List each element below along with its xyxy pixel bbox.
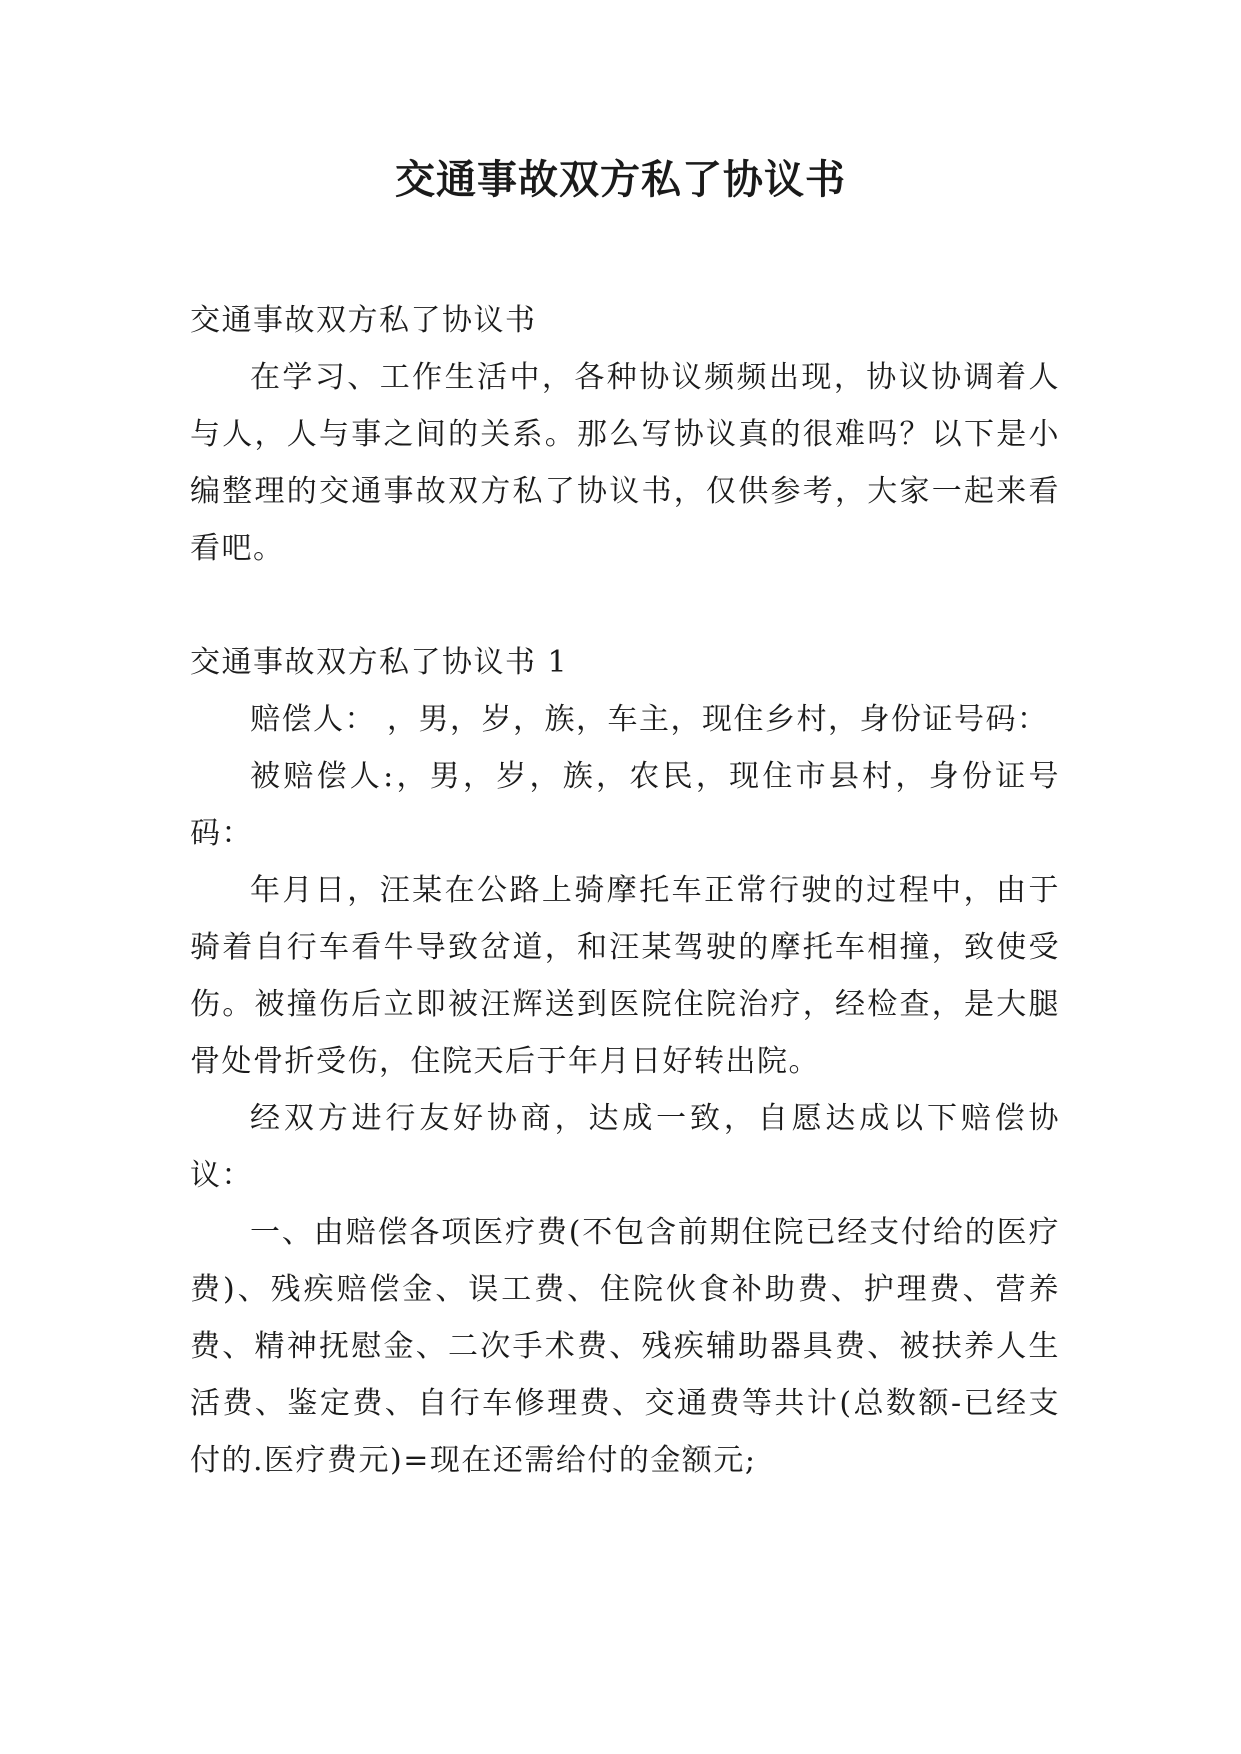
paragraph-compensated: 被赔偿人:，男，岁，族，农民，现住市县村，身份证号码： [190, 759, 1060, 851]
intro-heading: 交通事故双方私了协议书 [190, 303, 537, 338]
intro-paragraph: 在学习、工作生活中，各种协议频频出现，协议协调着人与人，人与事之间的关系。那么写协议真的很难吗？以下是小编整理的交通事故双方私了协议书，仅供参考，大家一起来看看吧。 [190, 360, 1060, 566]
paragraph-clause-one: 一、由赔偿各项医疗费(不包含前期住院已经支付给的医疗费)、残疾赔偿金、误工费、住院伙食补助费、护理费、营养费、精神抚慰金、二次手术费、残疾辅助器具费、被扶养人生活费、鉴定费、自行车修理费、交通费等共计(总数额-已经支付的.医疗费元)=现在还需给付的金额元; [190, 1215, 1060, 1478]
paragraph-compensator: 赔偿人： ，男，岁，族，车主，现住乡村，身份证号码： [250, 702, 1049, 737]
document-title: 交通事故双方私了协议书 [395, 157, 846, 203]
section-heading: 交通事故双方私了协议书 1 [190, 645, 569, 680]
document-body [190, 292, 1060, 1489]
paragraph-agreement-intro: 经双方进行友好协商，达成一致，自愿达成以下赔偿协议： [190, 1101, 1060, 1193]
paragraph-accident-description: 年月日，汪某在公路上骑摩托车正常行驶的过程中，由于骑着自行车看牛导致岔道，和汪某驾驶的摩托车相撞，致使受伤。被撞伤后立即被汪辉送到医院住院治疗，经检查，是大腿骨处骨折受伤，住院天后于年月日好转出院。 [190, 873, 1060, 1079]
